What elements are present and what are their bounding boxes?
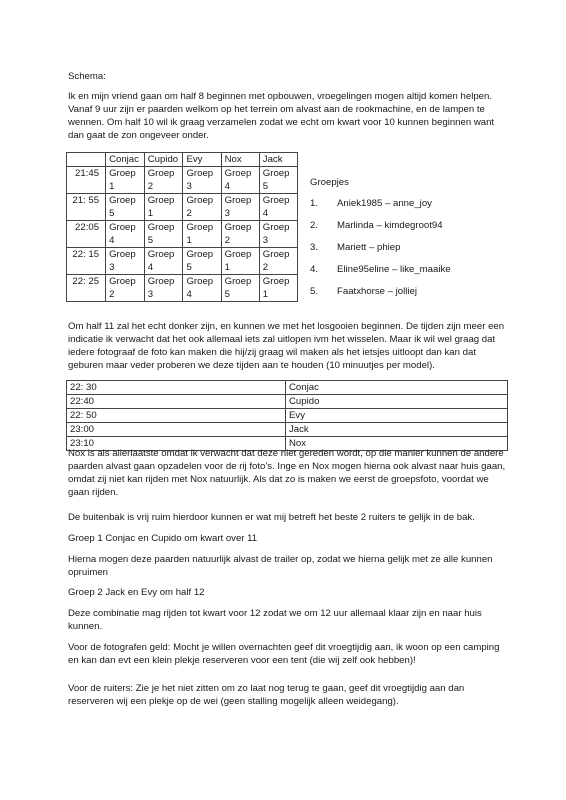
model-time-cell: 22:40 [67,395,286,409]
schedule-header-cell: Nox [221,153,259,167]
paragraph-nox: Nox is als allerlaatste omdat ik verwacht dat deze niet gereden wordt, op die manier kunnen de andere paarden alvast gaan opzadelen voor de rij foto’s. Inge en Nox mogen hierna ook alvast naar huis gaan, omdat zij niet kan rijden met Nox natuurlijk. Als dat zo is maken we eerst de groepsfoto, voordat we gaan rijden. [68,448,506,498]
schedule-group-cell: Groep 1 [221,248,259,275]
group-number: 5. [310,286,319,297]
schedule-table [66,152,298,302]
schedule-group-cell: Groep 2 [221,221,259,248]
heading: Schema: [68,71,106,82]
model-name-cell: Jack [286,423,508,437]
paragraph-trailer: Hierna mogen deze paarden natuurlijk alvast de trailer op, zodat we hierna gelijk met ze alle kunnen opruimen [68,554,493,578]
schedule-group-cell: Groep 2 [259,248,297,275]
schedule-group-cell: Groep 2 [183,194,221,221]
schedule-group-cell: Groep 1 [259,275,297,302]
group-members: Aniek1985 – anne_joy [337,198,432,209]
schedule-group-cell: Groep 5 [183,248,221,275]
group-members: Eline95eline – like_maaike [337,264,451,275]
model-time-row [67,381,508,395]
schedule-time-cell: 22: 15 [67,248,106,275]
schedule-row [67,167,298,194]
schedule-group-cell: Groep 5 [106,194,145,221]
paragraph-groep1: Groep 1 Conjac en Cupido om kwart over 11 [68,533,258,544]
schedule-time-cell: 22:05 [67,221,106,248]
schedule-time-cell: 21:45 [67,167,106,194]
schedule-group-cell: Groep 3 [259,221,297,248]
group-item [310,219,510,241]
model-time-cell: 22: 50 [67,409,286,423]
group-number: 1. [310,198,319,209]
paragraph-losgooien: Om half 11 zal het echt donker zijn, en kunnen we met het losgooien beginnen. De tijden zijn meer een indicatie ik verwacht dat het ook allemaal iets zal uitlopen ivm het wisselen. Maar ik wil wel graag dat iedere fotograaf de foto kan maken die hij/zij graag wil maken als het ietsjes uitloopt dan kan dat geburen maar veder proberen we deze tijden aan te houden (10 minuutjes per model). [68,321,505,371]
schedule-group-cell: Groep 3 [221,194,259,221]
group-number: 4. [310,264,319,275]
model-name-cell: Conjac [286,381,508,395]
model-name-cell: Evy [286,409,508,423]
group-members: Marlinda – kimdegroot94 [337,220,443,231]
paragraph-intro: Ik en mijn vriend gaan om half 8 beginnen met opbouwen, vroegelingen mogen altijd komen helpen. Vanaf 9 uur zijn er paarden welkom op het terrein om alvast aan de rookmachine, en de lampen te wennen. Om half 10 wil ik graag verzamelen zodat we echt om kwart voor 10 kunnen beginnen want dan gaat de zon ongeveer onder. [68,91,495,141]
schedule-header-cell [67,153,106,167]
model-time-table [66,380,508,451]
group-members: Mariett – phiep [337,242,401,253]
schedule-group-cell: Groep 3 [106,248,145,275]
paragraph-combinatie: Deze combinatie mag rijden tot kwart voor 12 zodat we om 12 uur allemaal klaar zijn en naar huis kunnen. [68,608,482,632]
schedule-row [67,194,298,221]
schedule-header-row [67,153,298,167]
schedule-time-cell: 21: 55 [67,194,106,221]
schedule-group-cell: Groep 4 [183,275,221,302]
schedule-group-cell: Groep 4 [259,194,297,221]
schedule-header-cell: Cupido [144,153,183,167]
schedule-group-cell: Groep 4 [106,221,145,248]
group-number: 2. [310,220,319,231]
model-time-row [67,409,508,423]
group-members: Faatxhorse – jolliej [337,286,417,297]
model-time-cell: 23:10 [67,437,286,451]
schedule-group-cell: Groep 5 [221,275,259,302]
paragraph-groep2: Groep 2 Jack en Evy om half 12 [68,587,205,598]
model-name-cell: Nox [286,437,508,451]
schedule-group-cell: Groep 3 [183,167,221,194]
schedule-group-cell: Groep 1 [144,194,183,221]
schedule-header-cell: Jack [259,153,297,167]
model-name-cell: Cupido [286,395,508,409]
group-item [310,241,510,263]
schedule-group-cell: Groep 2 [144,167,183,194]
group-item [310,197,510,219]
groups-list [310,176,510,307]
schedule-group-cell: Groep 2 [106,275,145,302]
schedule-group-cell: Groep 5 [259,167,297,194]
schedule-group-cell: Groep 1 [183,221,221,248]
paragraph-buitenbak: De buitenbak is vrij ruim hierdoor kunnen er wat mij betreft het beste 2 ruiters te gelijk in de bak. [68,512,475,523]
paragraph-fotografen: Voor de fotografen geld: Mocht je willen overnachten geef dit vroegtijdig aan, ik woon op een camping en kan dan evt een klein plekje reserveren voor een tent (die wij zelf ook hebben)! [68,642,500,666]
model-time-cell: 22: 30 [67,381,286,395]
model-time-cell: 23:00 [67,423,286,437]
groups-title: Groepjes [310,177,349,188]
schedule-group-cell: Groep 1 [106,167,145,194]
paragraph-ruiters: Voor de ruiters: Zie je het niet zitten om zo laat nog terug te gaan, geef dit vroegtijdig aan dan reserveren wij een plekje op de wei (geen stalling mogelijk alleen weidegang). [68,683,465,707]
group-item [310,285,510,307]
schedule-header-cell: Conjac [106,153,145,167]
schedule-group-cell: Groep 5 [144,221,183,248]
schedule-group-cell: Groep 4 [144,248,183,275]
group-item [310,263,510,285]
schedule-header-cell: Evy [183,153,221,167]
schedule-row [67,248,298,275]
model-time-row [67,395,508,409]
model-time-row [67,423,508,437]
schedule-group-cell: Groep 4 [221,167,259,194]
schedule-group-cell: Groep 3 [144,275,183,302]
group-number: 3. [310,242,319,253]
schedule-row [67,275,298,302]
schedule-time-cell: 22: 25 [67,275,106,302]
schedule-row [67,221,298,248]
